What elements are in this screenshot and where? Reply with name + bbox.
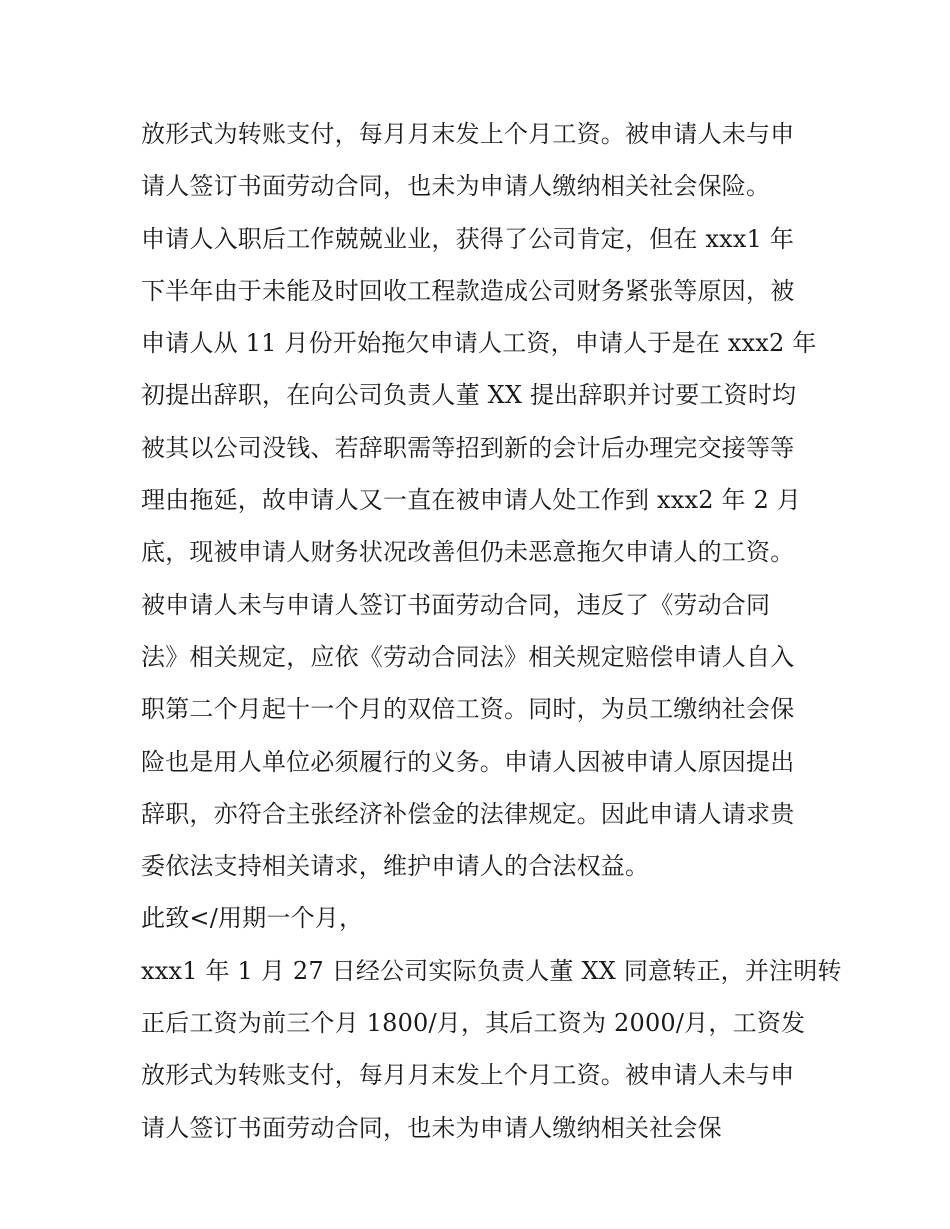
text-line-9: 底，现被申请人财务状况改善但仍未恶意拖欠申请人的工资。 xyxy=(141,538,795,567)
text-line-15: 委依法支持相关请求，维护申请人的合法权益。 xyxy=(141,852,650,881)
text-line-19: 放形式为转账支付，每月月末发上个月工资。被申请人未与申 xyxy=(141,1061,795,1090)
text-line-10: 被申请人未与申请人签订书面劳动合同，违反了《劳动合同 xyxy=(141,590,771,619)
text-line-17: xxx1 年 1 月 27 日经公司实际负责人董 XX 同意转正，并注明转 xyxy=(141,956,842,985)
text-line-13: 险也是用人单位必须履行的义务。申请人因被申请人原因提出 xyxy=(141,747,795,776)
text-line-16: 此致</用期一个月， xyxy=(141,904,364,933)
text-line-8: 理由拖延，故申请人又一直在被申请人处工作到 xxx2 年 2 月 xyxy=(141,486,802,515)
text-line-18: 正后工资为前三个月 1800/月，其后工资为 2000/月，工资发 xyxy=(141,1009,806,1038)
document-body xyxy=(141,108,842,1154)
text-line-11: 法》相关规定，应依《劳动合同法》相关规定赔偿申请人自入 xyxy=(141,642,795,671)
text-line-3: 申请人入职后工作兢兢业业，获得了公司肯定，但在 xxx1 年 xyxy=(141,224,795,253)
text-line-14: 辞职，亦符合主张经济补偿金的法律规定。因此申请人请求贵 xyxy=(141,799,795,828)
text-line-2: 请人签订书面劳动合同，也未为申请人缴纳相关社会保险。 xyxy=(141,172,771,201)
text-line-20: 请人签订书面劳动合同，也未为申请人缴纳相关社会保 xyxy=(141,1113,722,1142)
text-line-1: 放形式为转账支付，每月月末发上个月工资。被申请人未与申 xyxy=(141,120,795,148)
text-line-6: 初提出辞职，在向公司负责人董 XX 提出辞职并讨要工资时均 xyxy=(141,381,797,410)
text-line-12: 职第二个月起十一个月的双倍工资。同时，为员工缴纳社会保 xyxy=(141,695,795,724)
text-line-5: 申请人从 11 月份开始拖欠申请人工资，申请人于是在 xxx2 年 xyxy=(141,329,817,358)
text-line-4: 下半年由于未能及时回收工程款造成公司财务紧张等原因，被 xyxy=(141,276,795,305)
text-line-7: 被其以公司没钱、若辞职需等招到新的会计后办理完交接等等 xyxy=(141,433,795,462)
